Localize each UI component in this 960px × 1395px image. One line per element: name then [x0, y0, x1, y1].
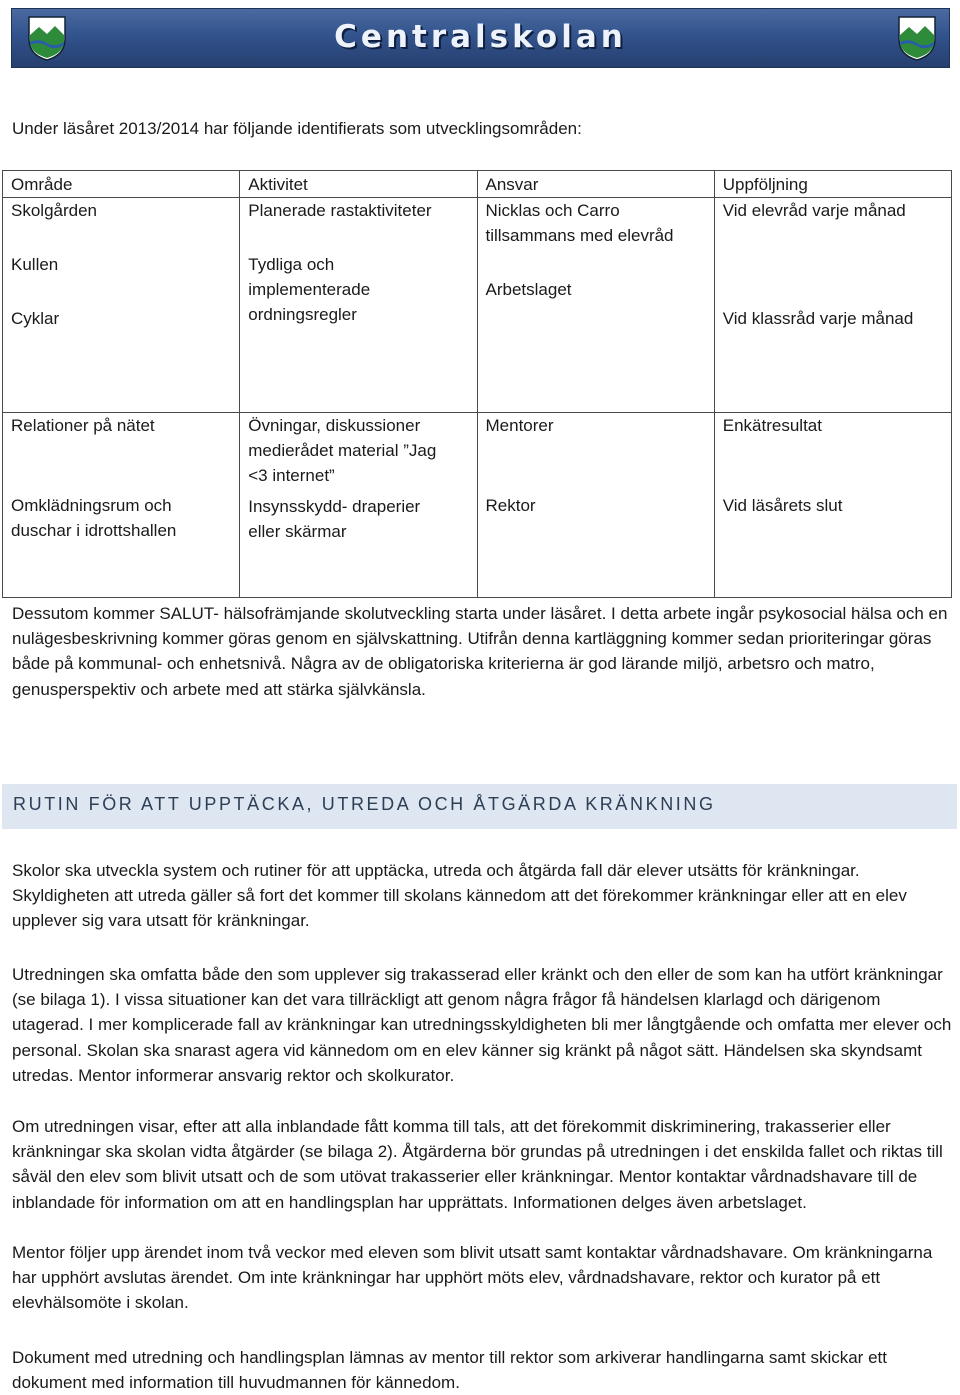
- cell-text: Arbetslaget: [485, 280, 572, 299]
- cell-text: Tydliga och: [248, 255, 335, 274]
- cell-text: Relationer på nätet: [11, 416, 155, 435]
- cell-aktivitet: [240, 413, 477, 598]
- cell-text: implementerade: [248, 280, 371, 299]
- column-header-ansvar: Ansvar: [477, 171, 714, 198]
- cell-text: eller skärmar: [248, 522, 347, 541]
- cell-aktivitet: [240, 198, 477, 413]
- cell-text: Vid klassråd varje månad: [722, 309, 914, 328]
- body-paragraph: Mentor följer upp ärendet inom två veckor med eleven som blivit utsatt samt kontaktar vårdnadshavare. Om kränkningarna har upphört avslutas ärendet. Om inte kränkningar har upphört möts elev, vårdnadshavare, rektor och kurator på ett elevhälsomöte i skolan.: [12, 1243, 933, 1313]
- column-header-aktivitet: Aktivitet: [240, 171, 477, 198]
- body-paragraph: Dokument med utredning och handlingsplan lämnas av mentor till rektor som arkiverar handlingarna samt skickar ett dokument med information till huvudmannen för kännedom.: [12, 1348, 887, 1393]
- section-heading-text: RUTIN FÖR ATT UPPTÄCKA, UTREDA OCH ÅTGÄRDA KRÄNKNING: [13, 794, 716, 814]
- school-name: Centralskolan: [334, 19, 627, 55]
- table-row: [3, 198, 952, 413]
- cell-text: Kullen: [11, 255, 59, 274]
- body-paragraph: Utredningen ska omfatta både den som upplever sig trakasserad eller kränkt och den eller de som kan ha utfört kränkningar (se bilaga 1). I vissa situationer kan det vara tillräckligt att genom några frågor få händelsen klarlagd och därigenom utagerad. I mer komplicerade fall av kränkningar kan utredningsskyldigheten bli mer långtgående och omfatta mer elever och personal. Skolan ska snarast agera vid kännedom om en elev känner sig kränkt på något sätt. Händelsen ska skyndsamt utredas. Mentor informerar ansvarig rektor och skolkurator.: [12, 965, 952, 1085]
- body-paragraph: Om utredningen visar, efter att alla inblandade fått komma till tals, att det förekommit diskriminering, trakasserier eller kränkningar ska skolan vidta åtgärder (se bilaga 2). Åtgärderna bör grundas på utredningen i det enskilda fallet och riktas till såväl den elev som blivit utsatt och de som utövat trakasserier eller kränkningar. Mentor kontaktar vårdnadshavare till de inblandade för information om att en handlingsplan har upprättats. Informationen delges även arbetslaget.: [12, 1117, 943, 1212]
- cell-text: Vid läsårets slut: [722, 496, 843, 515]
- cell-text: Cyklar: [11, 309, 60, 328]
- cell-text: Skolgården: [11, 201, 98, 220]
- cell-text: tillsammans med elevråd: [485, 226, 674, 245]
- cell-ansvar: [477, 198, 714, 413]
- table-row: [3, 413, 952, 598]
- development-areas-table: [2, 170, 952, 598]
- cell-text: Insynsskydd- draperier: [248, 497, 421, 516]
- intro-text: Under läsåret 2013/2014 har följande identifierats som utvecklingsområden:: [12, 119, 582, 138]
- cell-text: Rektor: [485, 496, 536, 515]
- table-header-row: [3, 171, 952, 198]
- cell-uppfoljning: [714, 198, 951, 413]
- cell-omrade: [3, 413, 240, 598]
- body-paragraph: Skolor ska utveckla system och rutiner för att upptäcka, utreda och åtgärda fall där elever utsätts för kränkningar. Skyldigheten att utreda gäller så fort det kommer till skolans kännedom att det förekommer kränkningar eller att en elev upplever sig vara utsatt för kränkningar.: [12, 861, 907, 931]
- cell-omrade: [3, 198, 240, 413]
- salut-paragraph: Dessutom kommer SALUT- hälsofrämjande skolutveckling starta under läsåret. I detta arbete ingår psykosocial hälsa och en nulägesbeskrivning kommer göras genom en självskattning. Utifrån denna kartläggning kommer sedan prioriteringar göras både på kommunal- och enhetsnivå. Några av de obligatoriska kriterierna är god lärande miljö, arbetsro och matro, genusperspektiv och arbete med att stärka självkänsla.: [12, 604, 948, 699]
- section-heading: [2, 784, 957, 829]
- cell-ansvar: [477, 413, 714, 598]
- cell-text: Övningar, diskussioner: [248, 416, 421, 435]
- column-header-uppfoljning: Uppföljning: [714, 171, 951, 198]
- cell-text: Enkätresultat: [722, 416, 822, 435]
- cell-text: <3 internet”: [248, 466, 335, 485]
- column-header-omrade: Område: [3, 171, 240, 198]
- cell-text: Mentorer: [485, 416, 554, 435]
- cell-text: Omklädningsrum och: [11, 496, 172, 515]
- cell-text: Nicklas och Carro: [485, 201, 620, 220]
- cell-text: duschar i idrottshallen: [11, 521, 177, 540]
- cell-text: medierådet material ”Jag: [248, 441, 437, 460]
- cell-uppfoljning: [714, 413, 951, 598]
- municipal-crest-icon: [897, 15, 937, 61]
- cell-text: Planerade rastaktiviteter: [248, 201, 432, 220]
- cell-text: ordningsregler: [248, 305, 357, 324]
- cell-text: Vid elevråd varje månad: [722, 201, 906, 220]
- school-banner: [11, 8, 950, 68]
